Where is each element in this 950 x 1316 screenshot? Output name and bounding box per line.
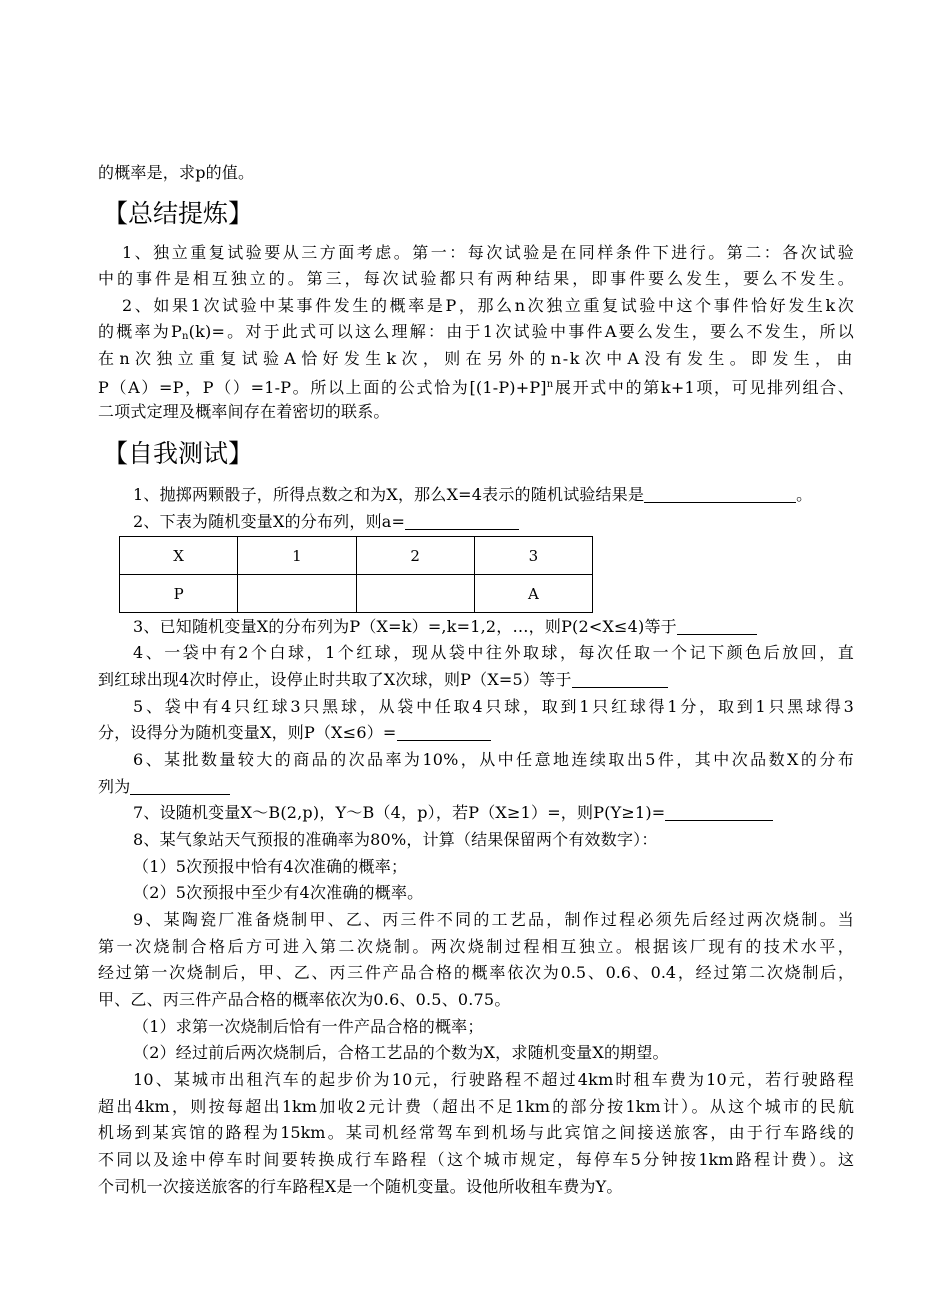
question-3: 3、已知随机变量X的分布列为P（X=k）=,k=1,2，…，则P(2<X≤4)等于: [133, 616, 889, 638]
question-4-line1: 4、一袋中有2个白球，1个红球，现从袋中往外取球，每次任取一个记下颜色后放回，直: [133, 643, 854, 662]
table-cell: 3: [474, 537, 592, 575]
question-2: 2、下表为随机变量X的分布列，则a=: [133, 511, 889, 533]
table-cell: [238, 575, 356, 613]
table-cell: 1: [238, 537, 356, 575]
summary-p1-line1: 1、独立重复试验要从三方面考虑。第一：每次试验是在同样条件下进行。第二：各次试验: [122, 243, 854, 262]
table-cell: X: [120, 537, 238, 575]
question-8: 8、某气象站天气预报的准确率为80%，计算（结果保留两个有效数字）：: [133, 830, 658, 849]
question-10-line5: 个司机一次接送旅客的行车路程X是一个随机变量。设他所收租车费为Y。: [98, 1177, 623, 1196]
answer-blank[interactable]: [405, 513, 519, 530]
summary-p2-line5: 二项式定理及概率间存在着密切的联系。: [98, 402, 390, 421]
question-10-line1: 10、某城市出租汽车的起步价为10元，行驶路程不超过4km时租车费为10元，若行驶路程: [133, 1070, 854, 1089]
summary-p2-line2: 的概率为$P_n(k)=$。对于此式可以这么理解：由于1次试验中事件A要么发生，要么不发生，所以: [98, 322, 854, 342]
question-10-line3: 机场到某宾馆的路程为15km。某司机经常驾车到机场与此宾馆之间接送旅客，由于行车路线的: [98, 1123, 854, 1142]
answer-blank[interactable]: [644, 486, 796, 503]
question-9-part2: （2）经过前后两次烧制后，合格工艺品的个数为X，求随机变量X的期望。: [133, 1043, 669, 1062]
question-9-line2: 第一次烧制合格后方可进入第二次烧制。两次烧制过程相互独立。根据该厂现有的技术水平，: [98, 937, 854, 956]
table-cell: P: [120, 575, 238, 613]
table-cell: [356, 575, 474, 613]
question-6-line1: 6、某批数量较大的商品的次品率为10%，从中任意地连续取出5件，其中次品数X的分布: [133, 750, 854, 769]
answer-blank[interactable]: [677, 618, 757, 635]
test-heading: 【自我测试】: [103, 439, 254, 468]
answer-blank[interactable]: [572, 671, 668, 688]
answer-blank[interactable]: [130, 778, 230, 795]
table-row: [120, 537, 593, 575]
question-7: 7、设随机变量X～B(2,p)，Y～B（4，p），若P（X≥1）=，则P(Y≥1)=: [133, 802, 889, 824]
summary-p2-line4: P（A）=P，P（）=1-P。所以上面的公式恰为$[(1-P)+P]^n$展开式中的第k+1项，可见排列组合、: [98, 378, 855, 397]
question-9-line3: 经过第一次烧制后，甲、乙、丙三件产品合格的概率依次为0.5、0.6、0.4，经过第二次烧制后，: [98, 963, 854, 982]
intro-line: 的概率是，求p的值。: [98, 163, 255, 182]
question-1: 1、抛掷两颗骰子，所得点数之和为X，那么X=4表示的随机试验结果是 。: [133, 485, 813, 504]
question-6-line2: 列为: [98, 776, 854, 798]
question-5-line2: 分，设得分为随机变量X，则P（X≤6）=: [98, 722, 854, 744]
question-4-line2: 到红球出现4次时停止，设停止时共取了X次球，则P（X=5）等于: [98, 669, 854, 691]
summary-heading: 【总结提炼】: [103, 199, 254, 228]
summary-p1-line2: 中的事件是相互独立的。第三，每次试验都只有两种结果，即事件要么发生，要么不发生。: [98, 269, 854, 288]
question-9-part1: （1）求第一次烧制后恰有一件产品合格的概率；: [133, 1017, 484, 1036]
answer-blank[interactable]: [397, 724, 491, 741]
question-5-line1: 5、袋中有4只红球3只黑球，从袋中任取4只球，取到1只红球得1分，取到1只黑球得3: [133, 697, 854, 716]
distribution-table: [119, 536, 593, 613]
table-cell: A: [474, 575, 592, 613]
question-9-line4: 甲、乙、丙三件产品合格的概率依次为0.6、0.5、0.75。: [98, 990, 511, 1009]
question-10-line4: 不同以及途中停车时间要转换成行车路程（这个城市规定，每停车5分钟按1km路程计费）。这: [98, 1150, 854, 1169]
answer-blank[interactable]: [665, 804, 773, 821]
summary-p2-line3: 在n次独立重复试验A恰好发生k次，则在另外的n-k次中A没有发生。即发生，由: [98, 349, 854, 368]
question-9-line1: 9、某陶瓷厂准备烧制甲、乙、丙三件不同的工艺品，制作过程必须先后经过两次烧制。当: [133, 910, 854, 929]
table-cell: 2: [356, 537, 474, 575]
question-10-line2: 超出4km，则按每超出1km加收2元计费（超出不足1km的部分按1km计）。从这个城市的民航: [98, 1097, 854, 1116]
question-8-part2: （2）5次预报中至少有4次准确的概率。: [133, 883, 424, 902]
summary-p2-line1: 2、如果1次试验中某事件发生的概率是P，那么n次独立重复试验中这个事件恰好发生k次: [122, 296, 854, 315]
table-row: [120, 575, 593, 613]
question-8-part1: （1）5次预报中恰有4次准确的概率；: [133, 857, 408, 876]
